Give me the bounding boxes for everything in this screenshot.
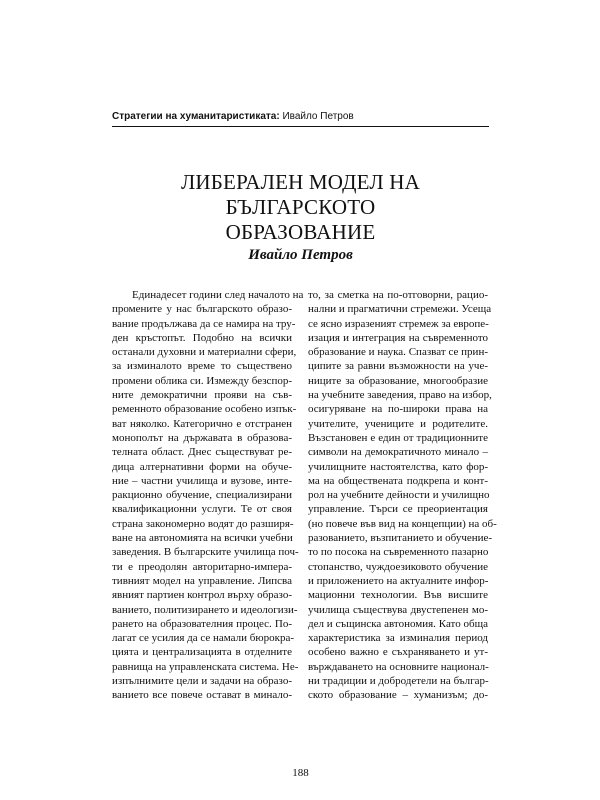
text-line: стопанство, чуждоезиковото обучение — [308, 560, 488, 573]
text-line: училищните настоятелства, като фор- — [308, 460, 488, 473]
text-line: нални и прагматични стремежи. Усеща — [308, 303, 492, 316]
text-line: ните демократични прояви на съв- — [112, 389, 292, 402]
text-line: изпълнимите цели и задачи на образо- — [112, 675, 292, 688]
text-line: монополът на държавата в образова- — [112, 431, 292, 444]
text-line: на учебните заведения, право на избор, — [308, 389, 492, 402]
running-header — [112, 111, 354, 123]
text-line: особено важно е съхраняването и ут- — [308, 646, 488, 659]
text-line: ванието все повече остават в минало- — [112, 689, 292, 702]
text-line: цията и централизацията в отделните — [112, 646, 292, 659]
text-line: промените у нас българското образо- — [112, 303, 292, 316]
text-line: рането на образователния процес. По- — [112, 617, 292, 630]
text-line: образование и наука. Спазват се прин- — [308, 346, 488, 359]
text-line: квалификационни услуги. Те от своя — [112, 503, 292, 516]
text-line: ти е преодолян авторитарно-импера- — [112, 560, 292, 573]
text-line: то по посока на съвременното пазарно — [308, 546, 489, 559]
body-column-right — [308, 288, 497, 703]
text-line: и приложението на актуалните инфор- — [308, 574, 489, 587]
text-line: лагат се усилия да се намали бюрокра- — [112, 632, 294, 645]
text-line: Единадесет години след началото на — [132, 289, 304, 301]
text-line: управление. Търси се преориентация — [308, 503, 488, 516]
title-line: ОБРАЗОВАНИЕ — [225, 220, 376, 244]
article-title — [112, 170, 489, 245]
text-line: явният партиен контрол върху образо- — [112, 589, 292, 602]
text-line: равнища на управленската система. Не- — [112, 660, 299, 673]
text-line: ванието, политизирането и идеологизи- — [112, 603, 298, 616]
text-line: върждаването на основните национал- — [308, 660, 489, 673]
text-line: изация и интеграция на съвременното — [308, 331, 488, 344]
text-line: ското образование – хуманизъм; до- — [308, 689, 488, 702]
text-line: ват няколко. Категорично е отстранен — [112, 417, 292, 430]
text-line: ни традиции и добродетели на българ- — [308, 675, 489, 688]
text-line: символи на демократичното минало – — [308, 446, 488, 459]
text-line: ден кръстопът. Подобно на всички — [112, 331, 292, 344]
body-column-left — [112, 288, 304, 703]
text-line: осигуряване на по-широки права на — [308, 403, 488, 416]
title-line: ЛИБЕРАЛЕН МОДЕЛ НА БЪЛГАРСКОТО — [180, 170, 421, 219]
text-line: ниците за образование, многообразие — [308, 374, 488, 387]
text-line: ване на автономията на всички учебни — [112, 532, 293, 545]
text-line: за изминалото време то съществено — [112, 360, 292, 373]
text-line: заведения. В българските училища поч- — [112, 546, 299, 559]
text-line: дица алтернативни форми на обуче- — [112, 460, 292, 473]
header-rule — [112, 126, 489, 127]
text-line: ние – частни училища и вузове, инте- — [112, 474, 292, 487]
text-line: дел и същинска автономия. Като обща — [308, 617, 488, 630]
text-line: се ясно изразеният стремеж за европе- — [308, 317, 489, 330]
text-line: учителите, учениците и родителите. — [308, 417, 488, 430]
text-line: характеристика за изминалия период — [308, 632, 488, 645]
running-header-author: Ивайло Петров — [279, 111, 354, 122]
text-line: останали духовни и материални сфери, — [112, 346, 297, 359]
text-line: ципите за равни възможности на уче- — [308, 360, 488, 373]
text-line: телната област. Днес съществуват ре- — [112, 446, 292, 459]
page-number: 188 — [292, 767, 309, 779]
text-line: промени облика си. Измежду безспор- — [112, 374, 292, 387]
text-line: ракционно обучение, специализирани — [112, 489, 292, 502]
text-line: ременното образование особено изпък- — [112, 403, 297, 416]
text-line: страна закономерно водят до разширя- — [112, 517, 294, 530]
text-line: ма на обществената подкрепа и конт- — [308, 474, 488, 487]
text-line: мационни технологии. Във висшите — [308, 589, 488, 602]
text-line: рол на учебните дейности и училищно — [308, 489, 490, 502]
running-header-series: Стратегии на хуманитаристиката: — [112, 111, 280, 122]
text-line: училища съществува двустепенен мо- — [308, 603, 488, 616]
text-line: тивният модел на управление. Липсва — [112, 574, 292, 587]
text-line: Възстановен е един от традиционните — [308, 431, 488, 444]
text-line: вание продължава да се намира на тру- — [112, 317, 296, 330]
text-line: то, за сметка на по-отговорни, рацио- — [308, 289, 488, 301]
text-line: разованието, възпитанието и обучение- — [308, 532, 493, 545]
article-author: Ивайло Петров — [248, 247, 353, 263]
text-line: (но повече във вид на концепции) на об- — [308, 517, 497, 530]
